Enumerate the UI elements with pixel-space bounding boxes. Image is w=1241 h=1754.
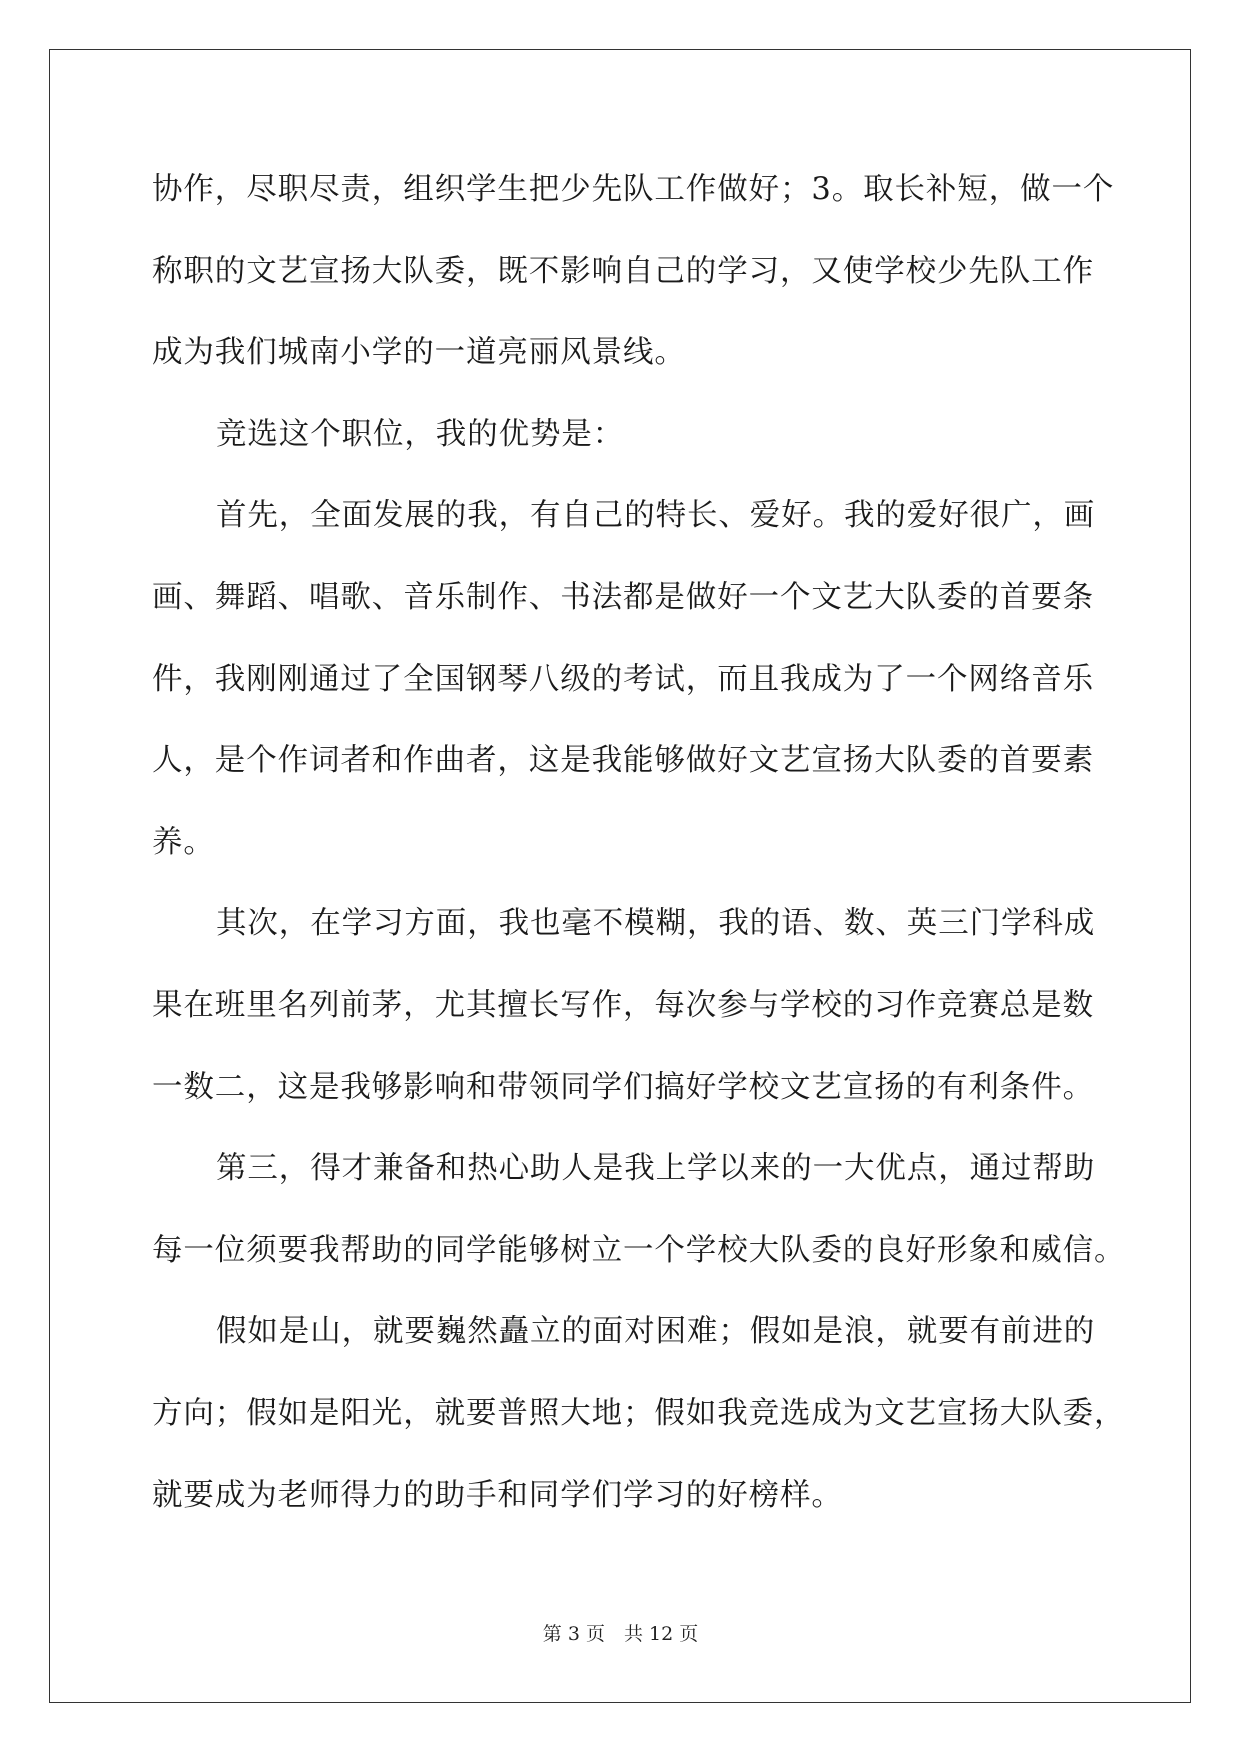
text-line: 就要成为老师得力的助手和同学们学习的好榜样。: [152, 1477, 843, 1513]
text-line: 画、舞蹈、唱歌、音乐制作、书法都是做好一个文艺大队委的首要条: [152, 579, 1094, 615]
page-number-footer: 第 3 页 共 12 页: [542, 1623, 699, 1645]
document-body: [152, 160, 1126, 1547]
text-line: 第三，得才兼备和热心助人是我上学以来的一大优点，通过帮助: [216, 1151, 1096, 1187]
text-line: 每一位须要我帮助的同学能够树立一个学校大队委的良好形象和威信。: [152, 1232, 1126, 1268]
text-line: 一数二，这是我够影响和带领同学们搞好学校文艺宣扬的有利条件。: [152, 1069, 1094, 1105]
text-line: 件，我刚刚通过了全国钢琴八级的考试，而且我成为了一个网络音乐: [152, 661, 1094, 697]
text-line: 首先，全面发展的我，有自己的特长、爱好。我的爱好很广，画: [216, 498, 1096, 534]
text-line: 果在班里名列前茅，尤其擅长写作，每次参与学校的习作竞赛总是数: [152, 987, 1094, 1023]
text-line: 称职的文艺宣扬大队委，既不影响自己的学习，又使学校少先队工作: [152, 253, 1094, 289]
text-line: 协作，尽职尽责，组织学生把少先队工作做好；3。取长补短，做一个: [152, 172, 1115, 207]
text-line: 养。: [152, 824, 215, 860]
text-line: 其次，在学习方面，我也毫不模糊，我的语、数、英三门学科成: [216, 906, 1096, 942]
text-line: 竞选这个职位，我的优势是：: [216, 416, 625, 452]
text-line: 人，是个作词者和作曲者，这是我能够做好文艺宣扬大队委的首要素: [152, 743, 1094, 779]
text-line: 成为我们城南小学的一道亮丽风景线。: [152, 335, 686, 371]
text-line: 假如是山，就要巍然矗立的面对困难；假如是浪，就要有前进的: [216, 1314, 1096, 1350]
text-line: 方向；假如是阳光，就要普照大地；假如我竞选成为文艺宣扬大队委，: [152, 1395, 1126, 1431]
